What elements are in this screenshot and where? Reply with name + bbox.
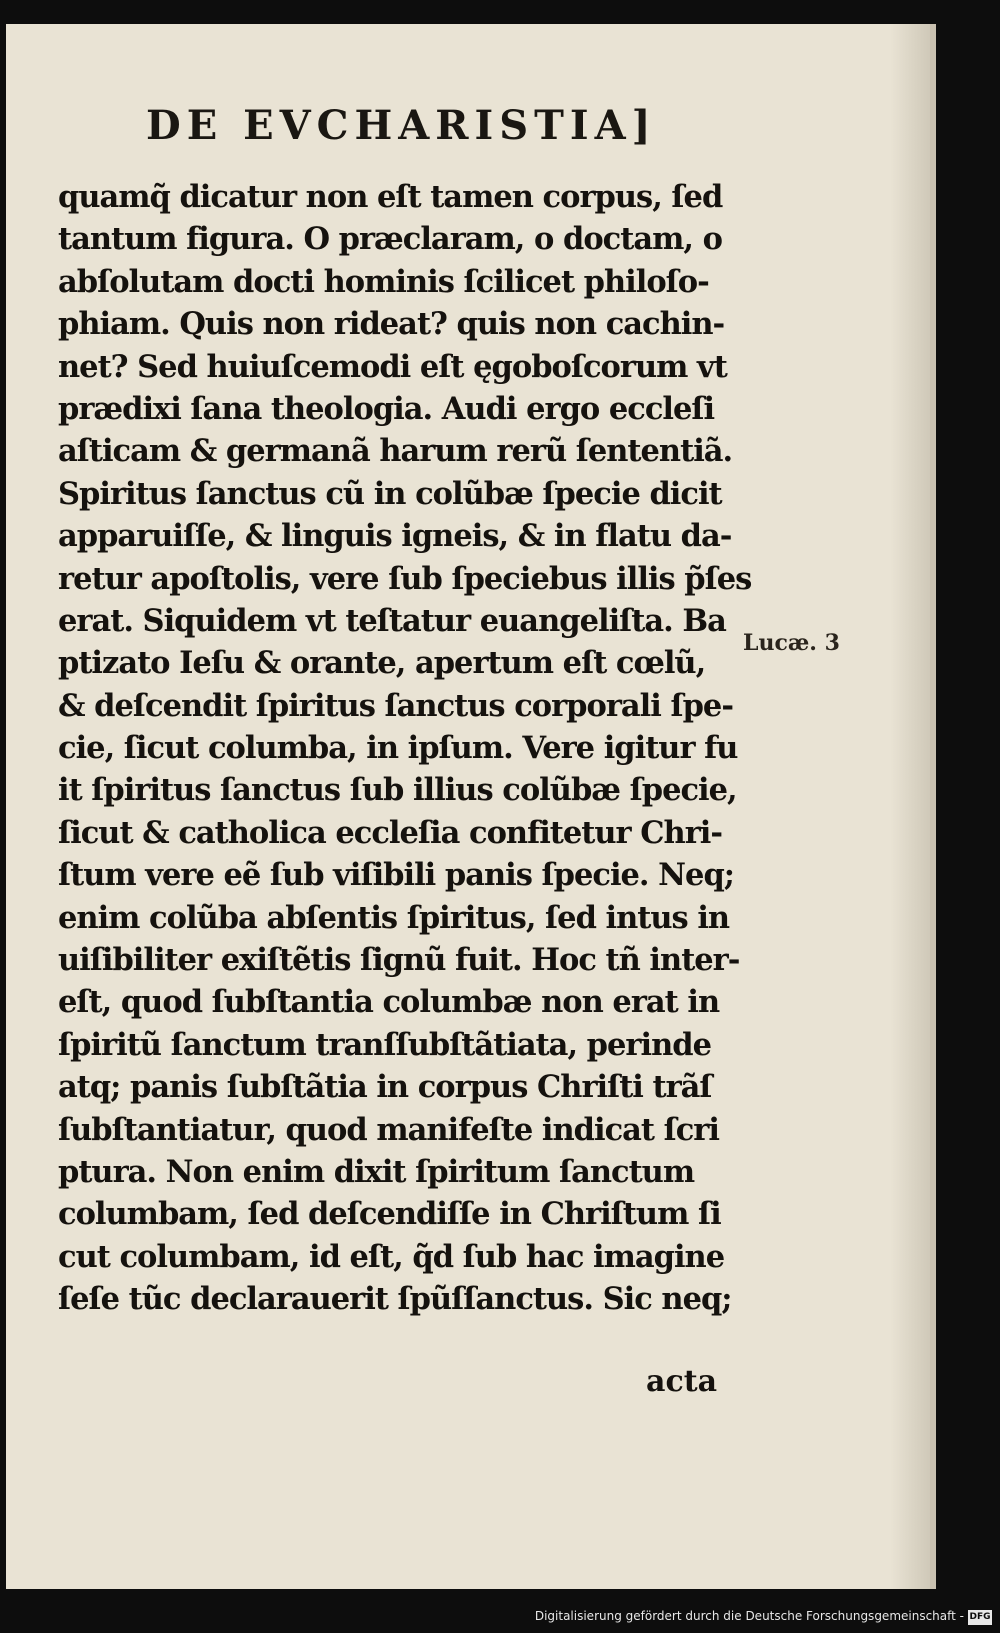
text-line: retur apoſtolis, vere ſub ſpeciebus illis p̃ſes bbox=[58, 560, 752, 597]
text-line: abſolutam docti hominis ſcilicet philoſo- bbox=[58, 263, 709, 300]
text-line: cut columbam, id eſt, q̃d ſub hac imagine bbox=[58, 1238, 725, 1275]
text-line: ptura. Non enim dixit ſpiritum ſanctum bbox=[58, 1153, 695, 1190]
text-line: ſubſtantiatur, quod manifeſte indicat ſcri bbox=[58, 1111, 719, 1148]
text-line: net? Sed huiuſcemodi eſt ęgoboſcorum vt bbox=[58, 348, 727, 385]
text-line: aſticam & germanã harum rerũ ſententiã. bbox=[58, 433, 733, 470]
catchword: acta bbox=[646, 1364, 718, 1399]
text-line: eſt, quod ſubſtantia columbæ non erat in bbox=[58, 984, 720, 1021]
text-line: & deſcendit ſpiritus ſanctus corporali ſpe- bbox=[58, 687, 733, 724]
text-line: Spiritus ſanctus cũ in colũbæ ſpecie dicit bbox=[58, 475, 722, 512]
text-line: cie, ſicut columba, in ipſum. Vere igitur fu bbox=[58, 730, 738, 767]
text-line: atq; panis ſubſtãtia in corpus Chriſti trãſ bbox=[58, 1069, 712, 1106]
marginal-note: Lucæ. 3 bbox=[743, 630, 840, 656]
text-line: columbam, ſed deſcendiſſe in Chriſtum ſi bbox=[58, 1196, 721, 1233]
book-page bbox=[6, 24, 936, 1589]
text-line: tantum figura. O præclaram, o doctam, o bbox=[58, 221, 722, 258]
text-line: enim colũba abſentis ſpiritus, ſed intus in bbox=[58, 899, 730, 936]
footer-credit: Digitalisierung gefördert durch die Deutsche Forschungsgemeinschaft - bbox=[534, 1609, 964, 1623]
text-line: uiſibiliter exiſtẽtis ſignũ fuit. Hoc tñ inter- bbox=[58, 942, 740, 979]
footer-bar bbox=[0, 1589, 1000, 1633]
text-line: apparuiſſe, & linguis igneis, & in flatu da- bbox=[58, 518, 732, 555]
text-line: it ſpiritus ſanctus ſub illius colũbæ ſpecie, bbox=[58, 772, 737, 809]
text-line: ſeſe tũc declarauerit ſpũſſanctus. Sic neq; bbox=[58, 1281, 732, 1318]
text-line: phiam. Quis non rideat? quis non cachin- bbox=[58, 306, 725, 343]
page-gutter-shadow bbox=[890, 24, 930, 1589]
dfg-logo-icon: DFG bbox=[968, 1610, 992, 1625]
text-line: ptizato Ieſu & orante, apertum eſt cœlũ, bbox=[58, 645, 706, 682]
text-line: ſtum vere eẽ ſub viſibili panis ſpecie. Neq; bbox=[58, 857, 735, 894]
text-line: prædixi ſana theologia. Audi ergo eccleſi bbox=[58, 390, 715, 427]
text-line: ſicut & catholica eccleſia confitetur Chri- bbox=[58, 814, 723, 851]
text-line: quamq̃ dicatur non eſt tamen corpus, ſed bbox=[58, 179, 723, 215]
text-line: ſpiritũ ſanctum tranſſubſtãtiata, perinde bbox=[58, 1026, 711, 1063]
running-head: DE EVCHARISTIA] bbox=[146, 102, 657, 149]
body-text bbox=[58, 176, 758, 1321]
text-line: erat. Siquidem vt teſtatur euangeliſta. Ba bbox=[58, 602, 726, 639]
